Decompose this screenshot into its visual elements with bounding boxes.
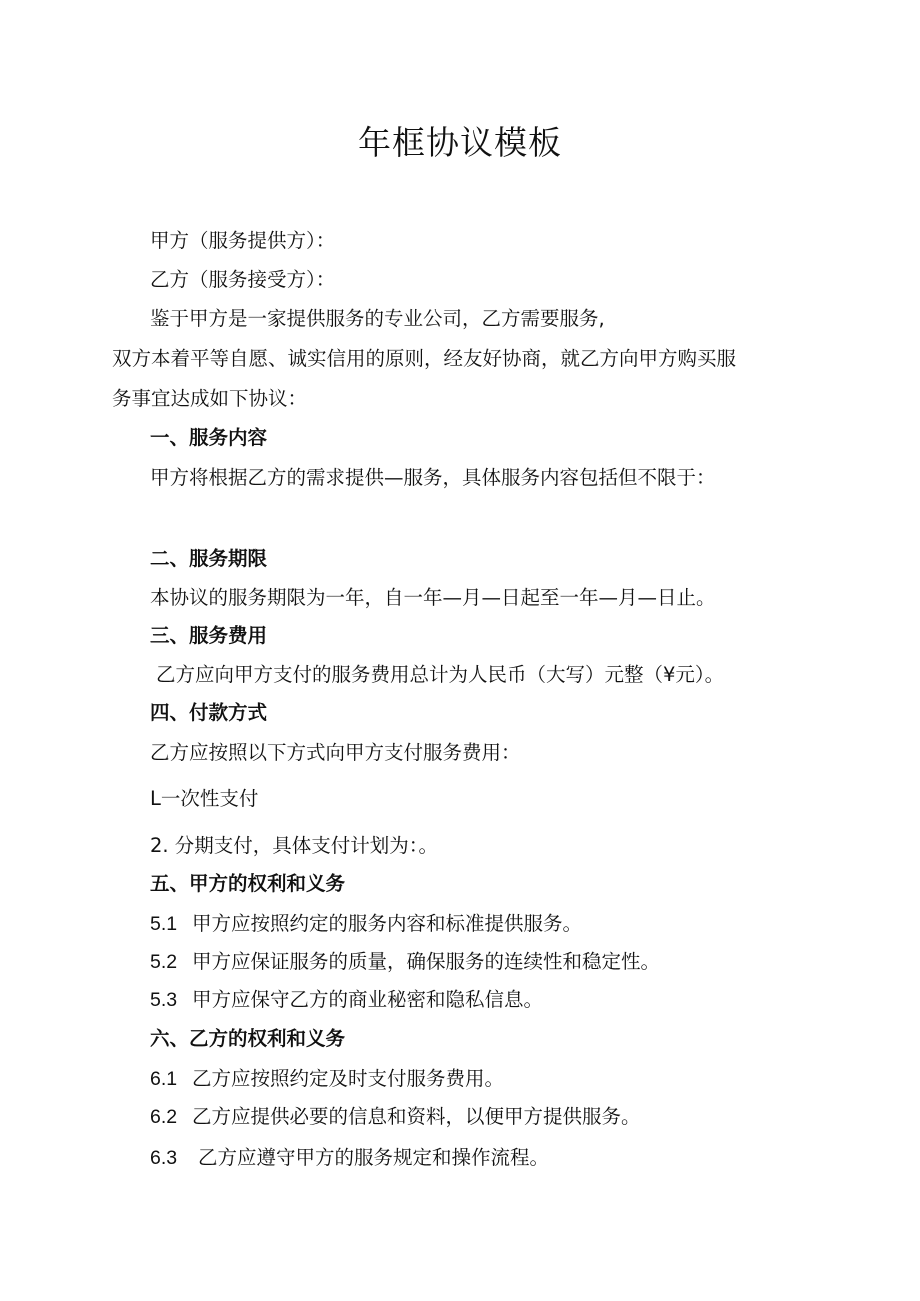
party-a-line: 甲方（服务提供方）： xyxy=(150,229,336,252)
section-heading-service-fee: 三、服务费用 xyxy=(150,624,268,647)
party-b-line: 乙方（服务接受方）： xyxy=(150,268,336,291)
clause-text: 甲方应保守乙方的商业秘密和隐私信息。 xyxy=(192,988,544,1011)
clause-text: 乙方应按照约定及时支付服务费用。 xyxy=(192,1067,505,1090)
section-body-service-fee: 乙方应向甲方支付的服务费用总计为人民币（大写）元整（¥元）。 xyxy=(156,663,725,686)
clause-6-1 xyxy=(150,1064,504,1094)
section-body-service-content: 甲方将根据乙方的需求提供—服务，具体服务内容包括但不限于： xyxy=(150,466,716,489)
clause-number: 6.2 xyxy=(150,1106,178,1128)
clause-text: 甲方应保证服务的质量，确保服务的连续性和稳定性。 xyxy=(192,950,661,973)
clause-number: 5.2 xyxy=(150,951,178,973)
section-body-service-term: 本协议的服务期限为一年，自一年—月—日起至一年—月—日止。 xyxy=(150,586,716,609)
preamble-line-3: 务事宜达成如下协议： xyxy=(112,387,308,410)
clause-number: 6.3 xyxy=(150,1147,178,1169)
payment-option-1: L一次性支付 xyxy=(150,787,259,810)
preamble-line-2: 双方本着平等自愿、诚实信用的原则，经友好协商，就乙方向甲方购买服 xyxy=(112,347,737,370)
clause-text: 乙方应遵守甲方的服务规定和操作流程。 xyxy=(198,1146,550,1169)
clause-number: 5.1 xyxy=(150,913,178,935)
section-heading-payment-method: 四、付款方式 xyxy=(150,701,268,724)
clause-number: 5.3 xyxy=(150,989,178,1011)
clause-6-2 xyxy=(150,1102,641,1132)
clause-text: 甲方应按照约定的服务内容和标准提供服务。 xyxy=(192,912,583,935)
clause-text: 乙方应提供必要的信息和资料，以便甲方提供服务。 xyxy=(192,1105,641,1128)
preamble-line-1: 鉴于甲方是一家提供服务的专业公司，乙方需要服务, xyxy=(150,307,605,330)
section-heading-service-term: 二、服务期限 xyxy=(150,547,268,570)
clause-5-3 xyxy=(150,985,543,1015)
clause-number: 6.1 xyxy=(150,1068,178,1090)
section-heading-party-a-rights: 五、甲方的权利和义务 xyxy=(150,872,346,895)
payment-option-2: 2. 分期支付，具体支付计划为：。 xyxy=(150,834,439,857)
clause-6-3 xyxy=(150,1143,549,1173)
clause-5-2 xyxy=(150,947,660,977)
section-body-payment-method: 乙方应按照以下方式向甲方支付服务费用： xyxy=(150,741,521,764)
clause-5-1 xyxy=(150,909,582,939)
section-heading-service-content: 一、服务内容 xyxy=(150,426,268,449)
document-title: 年框协议模板 xyxy=(358,123,562,162)
section-heading-party-b-rights: 六、乙方的权利和义务 xyxy=(150,1027,346,1050)
